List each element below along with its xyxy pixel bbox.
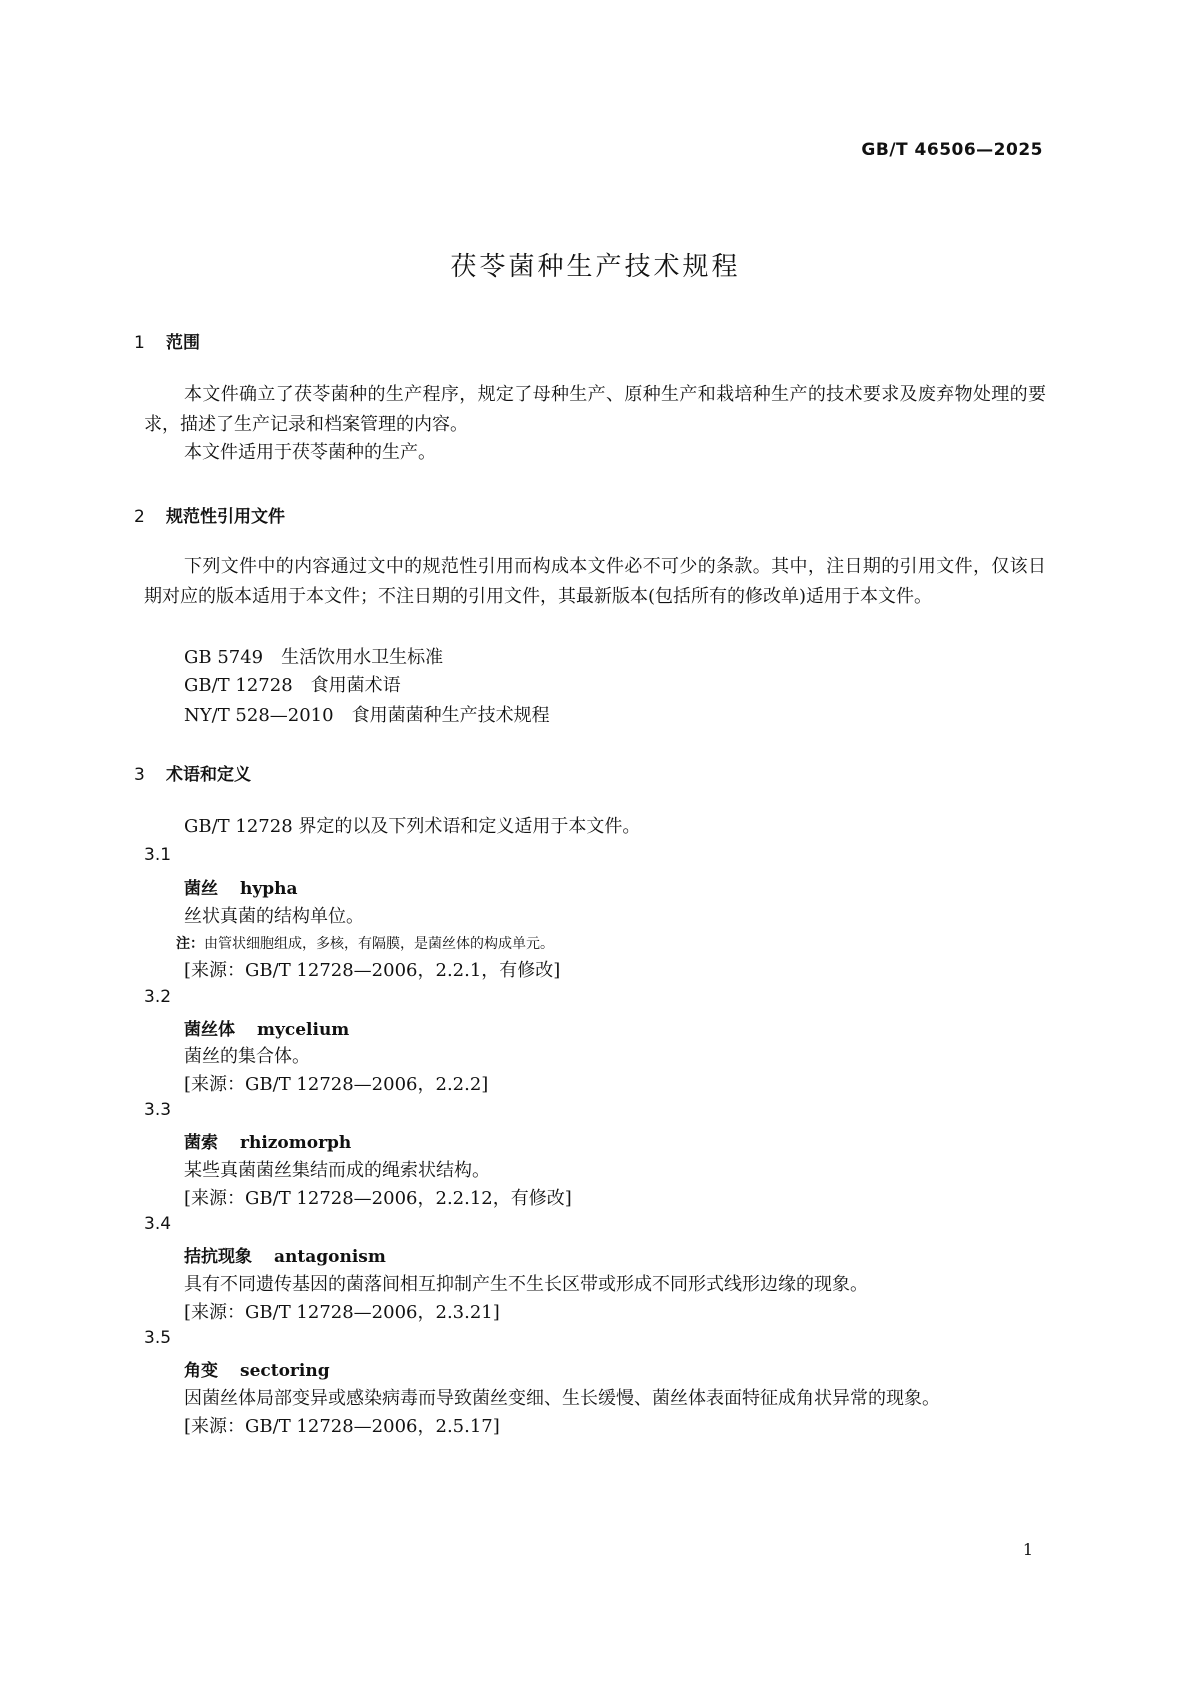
page-number: 1	[1022, 1540, 1033, 1559]
term-zh: 角变	[184, 1361, 218, 1381]
reference-code: NY/T 528—2010	[184, 705, 334, 726]
reference-item	[184, 643, 443, 669]
term-source: [来源：GB/T 12728—2006，2.2.12，有修改]	[184, 1188, 572, 1209]
section-3-heading	[134, 760, 251, 785]
term-definition: 因菌丝体局部变异或感染病毒而导致菌丝变细、生长缓慢、菌丝体表面特征成角状异常的现象。	[184, 1388, 940, 1409]
term-source: [来源：GB/T 12728—2006，2.2.1，有修改]	[184, 960, 561, 981]
reference-item	[184, 701, 550, 727]
term-source: [来源：GB/T 12728—2006，2.2.2]	[184, 1074, 489, 1095]
section-title: 范围	[166, 333, 200, 353]
term-heading	[184, 1015, 349, 1040]
term-number: 3.2	[144, 987, 172, 1007]
reference-code: GB 5749	[184, 647, 264, 668]
term-number: 3.1	[144, 845, 172, 865]
note-label: 注：	[176, 936, 204, 952]
section-number: 1	[134, 333, 145, 353]
term-number: 3.4	[144, 1214, 172, 1234]
term-en: mycelium	[257, 1020, 350, 1040]
term-definition: 具有不同遗传基因的菌落间相互抑制产生不生长区带或形成不同形式线形边缘的现象。	[184, 1274, 868, 1295]
term-en: rhizomorph	[240, 1133, 352, 1153]
normative-refs-paragraph: 下列文件中的内容通过文中的规范性引用而构成本文件必不可少的条款。其中，注日期的引用文件，仅该日期对应的版本适用于本文件；不注日期的引用文件，其最新版本(包括所有的修改单)适用于本文件。	[144, 556, 1046, 607]
term-en: antagonism	[274, 1247, 386, 1267]
note-text: 由管状细胞组成，多核，有隔膜，是菌丝体的构成单元。	[204, 936, 554, 952]
term-heading	[184, 1242, 386, 1267]
term-source: [来源：GB/T 12728—2006，2.3.21]	[184, 1302, 500, 1323]
term-number: 3.3	[144, 1100, 172, 1120]
section-number: 3	[134, 765, 145, 785]
term-heading	[184, 1128, 351, 1153]
section-title: 术语和定义	[166, 765, 251, 785]
term-source: [来源：GB/T 12728—2006，2.5.17]	[184, 1416, 500, 1437]
term-en: hypha	[240, 879, 298, 899]
section-number: 2	[134, 507, 145, 527]
term-heading	[184, 874, 298, 899]
reference-code: GB/T 12728	[184, 675, 293, 696]
standard-code: GB/T 46506—2025	[861, 140, 1043, 160]
term-zh: 菌丝体	[184, 1020, 235, 1040]
term-definition: 某些真菌菌丝集结而成的绳索状结构。	[184, 1160, 490, 1181]
section-title: 规范性引用文件	[166, 507, 285, 527]
term-en: sectoring	[240, 1361, 330, 1381]
term-definition: 菌丝的集合体。	[184, 1046, 310, 1067]
reference-title: 食用菌术语	[310, 675, 401, 696]
term-zh: 菌丝	[184, 879, 218, 899]
reference-item	[184, 671, 401, 697]
term-zh: 菌索	[184, 1133, 218, 1153]
term-zh: 拮抗现象	[184, 1247, 252, 1267]
document-title: 茯苓菌种生产技术规程	[450, 252, 741, 282]
reference-title: 食用菌菌种生产技术规程	[351, 705, 550, 726]
term-heading	[184, 1356, 330, 1381]
section-2-heading	[134, 502, 285, 527]
term-note	[176, 933, 554, 953]
section-1-heading	[134, 328, 200, 353]
term-number: 3.5	[144, 1328, 172, 1348]
term-definition: 丝状真菌的结构单位。	[184, 906, 364, 927]
reference-title: 生活饮用水卫生标准	[281, 647, 444, 668]
scope-paragraph: 本文件确立了茯苓菌种的生产程序，规定了母种生产、原种生产和栽培种生产的技术要求及废弃物处理的要求，描述了生产记录和档案管理的内容。	[144, 384, 1046, 435]
scope-paragraph: 本文件适用于茯苓菌种的生产。	[184, 442, 436, 463]
terms-intro: GB/T 12728 界定的以及下列术语和定义适用于本文件。	[184, 816, 641, 837]
